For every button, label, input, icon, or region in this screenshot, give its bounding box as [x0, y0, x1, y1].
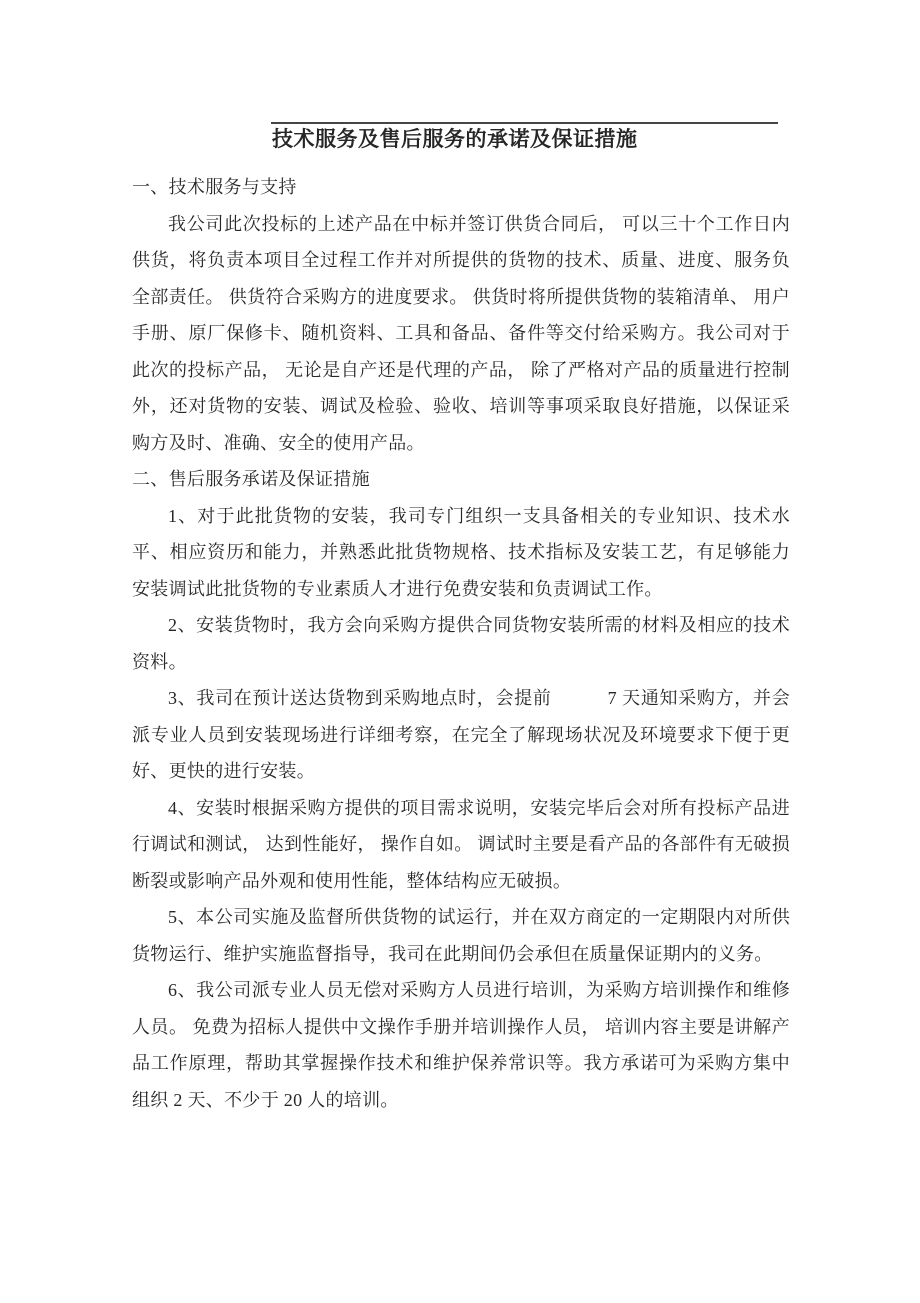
document-title: 技术服务及售后服务的承诺及保证措施 — [272, 127, 638, 151]
section-2-item-5: 5、本公司实施及监督所供货物的试运行，并在双方商定的一定期限内对所供货物运行、维护实施监督指导，我司在此期间仍会承但在质量保证期内的义务。 — [132, 907, 790, 964]
section-2-item-1: 1、对于此批货物的安装，我司专门组织一支具备相关的专业知识、技术水平、相应资历和能力，并熟悉此批货物规格、技术指标及安装工艺，有足够能力安装调试此批货物的专业素质人才进行免费安装和负责调试工作。 — [132, 505, 790, 599]
section-2-item-4: 4、安装时根据采购方提供的项目需求说明，安装完毕后会对所有投标产品进行调试和测试， 达到性能好， 操作自如。 调试时主要是看产品的各部件有无破损断裂或影响产品外观和使用性能，整体结构应无破损。 — [132, 797, 790, 891]
section-2-heading: 二、售后服务承诺及保证措施 — [132, 469, 370, 489]
document-body — [132, 169, 790, 1118]
section-2-item-2: 2、安装货物时，我方会向采购方提供合同货物安装所需的材料及相应的技术资料。 — [132, 615, 790, 672]
section-1-paragraph: 我公司此次投标的上述产品在中标并签订供货合同后， 可以三十个工作日内供货，将负责本项目全过程工作并对所提供的货物的技术、质量、进度、服务负全部责任。 供货符合采购方的进度要求。 供货时将所提供货物的装箱清单、 用户手册、原厂保修卡、随机资料、工具和备品、备件等交付给采购方。我公司对于此次的投标产品， 无论是自产还是代理的产品， 除了严格对产品的质量进行控制外，还对货物的安装、调试及检验、验收、培训等事项采取良好措施，以保证采购方及时、准确、安全的使用产品。 — [132, 213, 790, 453]
title-overline-rule — [271, 122, 778, 124]
section-2-item-3: 3、我司在预计送达货物到采购地点时，会提前 7 天通知采购方，并会派专业人员到安装现场进行详细考察，在完全了解现场状况及环境要求下便于更好、更快的进行安装。 — [132, 688, 790, 781]
section-1-heading: 一、技术服务与支持 — [132, 177, 297, 197]
section-2-item-6: 6、我公司派专业人员无偿对采购方人员进行培训，为采购方培训操作和维修人员。 免费为招标人提供中文操作手册并培训操作人员， 培训内容主要是讲解产品工作原理，帮助其掌握操作技术和维护保养常识等。我方承诺可为采购方集中组织 2 天、不少于 20 人的培训。 — [132, 980, 790, 1110]
